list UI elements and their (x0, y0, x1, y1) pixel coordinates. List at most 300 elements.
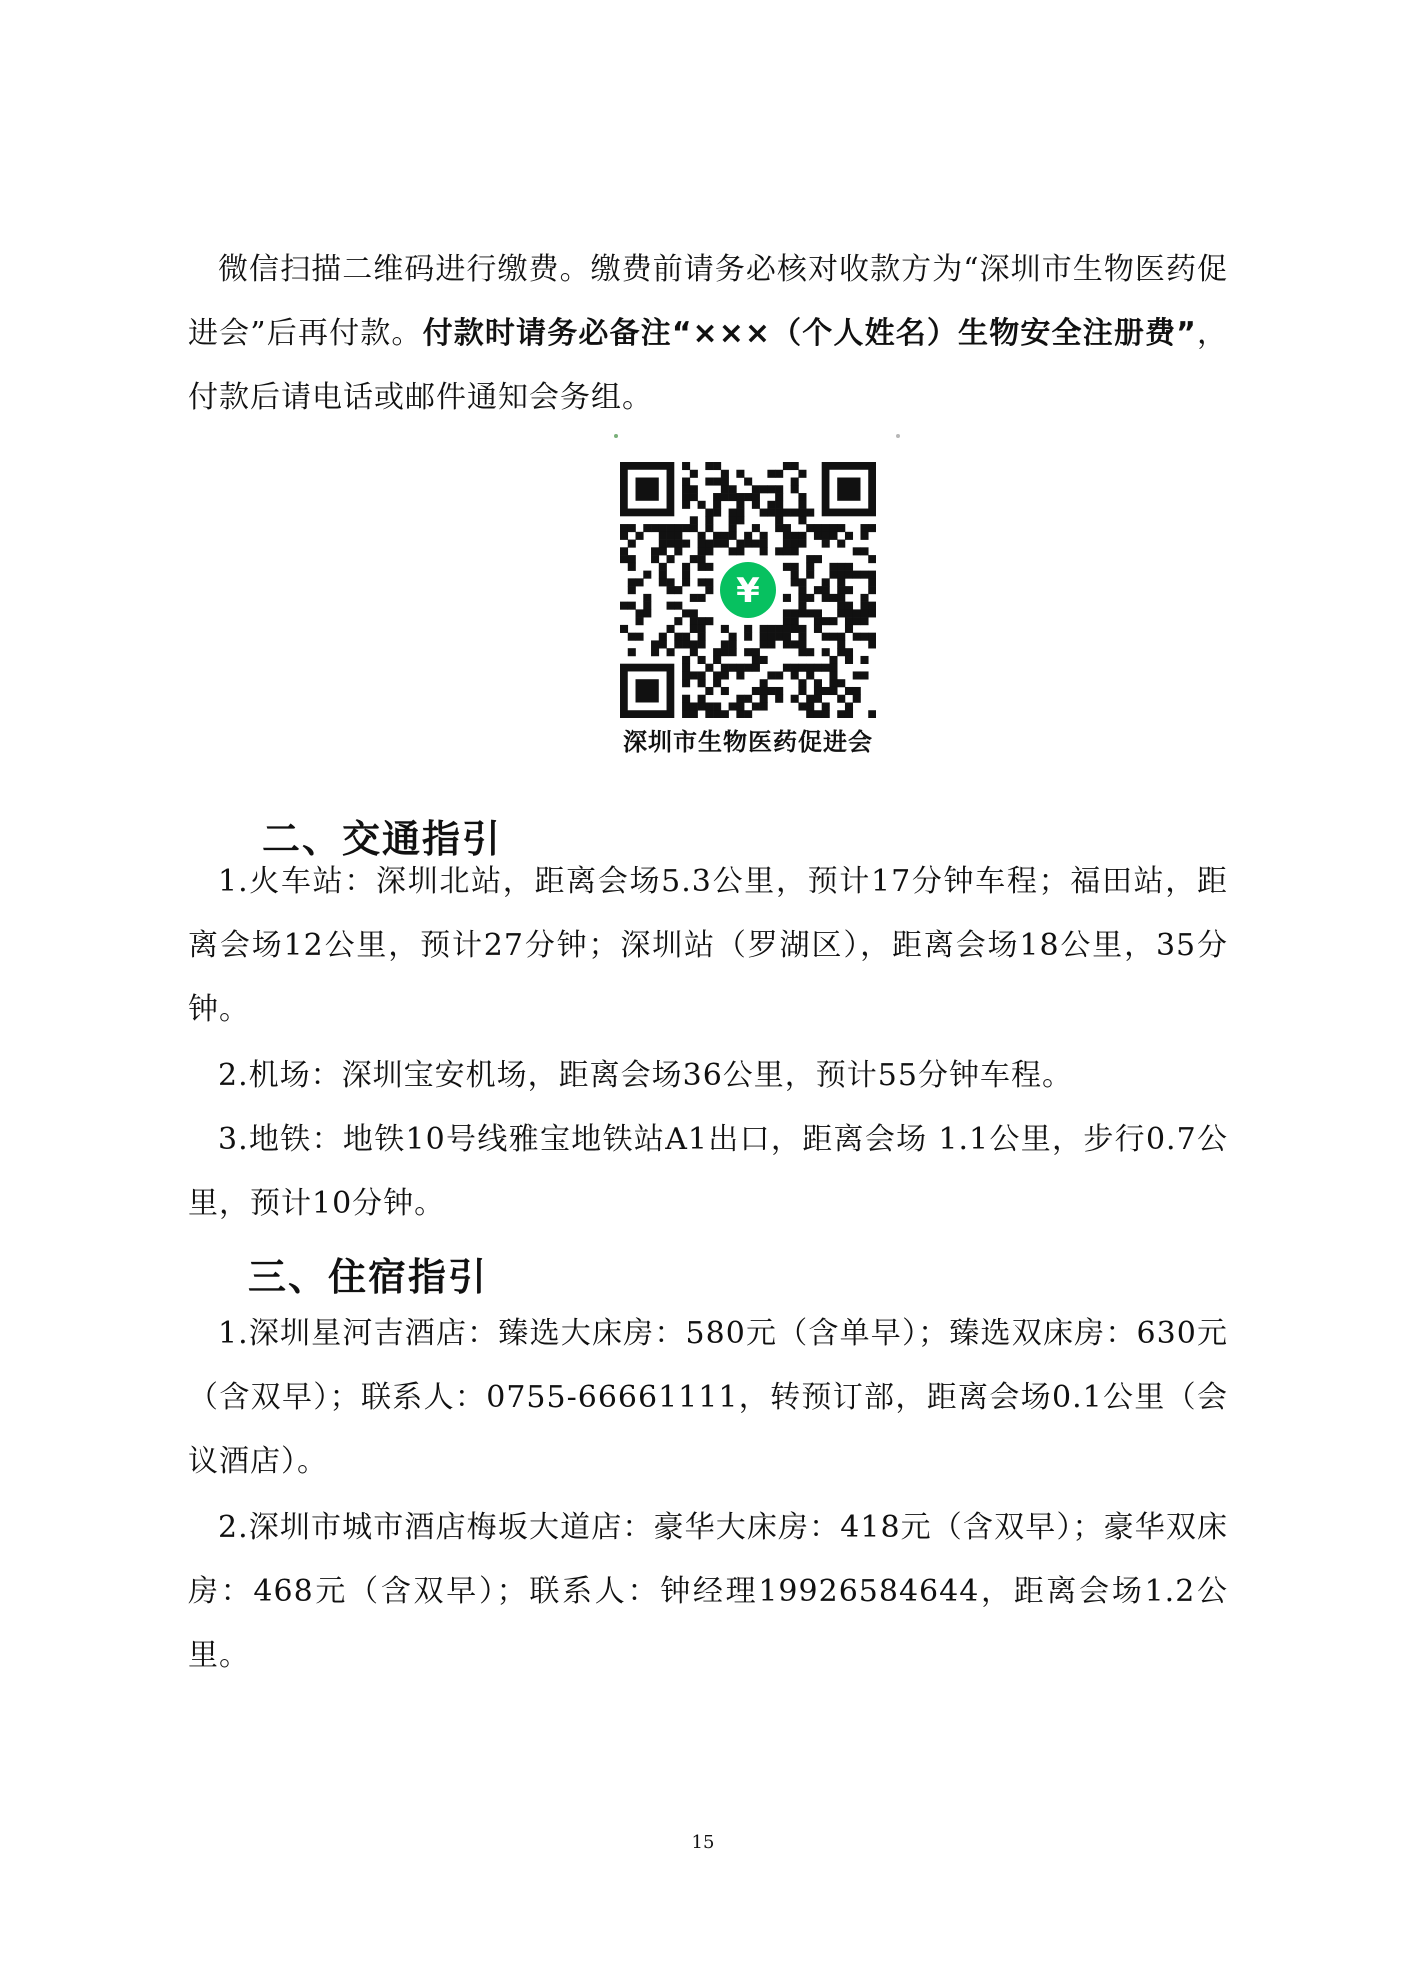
qr-module (682, 664, 690, 672)
qr-module (628, 648, 636, 656)
qr-module (783, 462, 791, 470)
qr-module (705, 516, 713, 524)
qr-module (798, 633, 806, 641)
qr-module (845, 602, 853, 610)
qr-module (860, 633, 868, 641)
qr-module (713, 648, 721, 656)
qr-finder-pattern (620, 664, 674, 718)
qr-module (674, 633, 682, 641)
qr-module (698, 702, 706, 710)
qr-module (775, 547, 783, 555)
qr-module (667, 524, 675, 532)
qr-module (705, 617, 713, 625)
qr-module (651, 555, 659, 563)
qr-module (829, 671, 837, 679)
qr-module (736, 671, 744, 679)
qr-module (690, 702, 698, 710)
qr-module (729, 524, 737, 532)
qr-module (829, 594, 837, 602)
qr-module (705, 547, 713, 555)
qr-module (767, 625, 775, 633)
qr-module (822, 664, 830, 672)
qr-module (775, 633, 783, 641)
qr-module (659, 547, 667, 555)
qr-module (783, 633, 791, 641)
qr-module (806, 571, 814, 579)
qr-module (814, 586, 822, 594)
qr-module (829, 563, 837, 571)
qr-module (837, 679, 845, 687)
qr-module (783, 609, 791, 617)
qr-module (760, 702, 768, 710)
qr-module (667, 586, 675, 594)
qr-module (829, 532, 837, 540)
qr-module (713, 501, 721, 509)
qr-module (798, 609, 806, 617)
qr-module (643, 594, 651, 602)
qr-module (860, 571, 868, 579)
qr-module (667, 648, 675, 656)
qr-module (659, 532, 667, 540)
qr-module (837, 563, 845, 571)
qr-module (690, 710, 698, 718)
qr-module (752, 656, 760, 664)
qr-module (729, 516, 737, 524)
qr-module (837, 633, 845, 641)
qr-module (806, 594, 814, 602)
qr-module (690, 648, 698, 656)
qr-module (798, 594, 806, 602)
qr-module (698, 625, 706, 633)
qr-module (667, 625, 675, 633)
scan-mark (614, 434, 618, 438)
payment-text-tail: ，付款后请电话或邮件通知会务组。 (188, 316, 1229, 415)
qr-module (705, 524, 713, 532)
payment-text: 微信扫描二维码进行缴费。缴费前请务必核对收款方为“深圳市生物医药促进会”后再付款。 (188, 252, 1228, 351)
qr-module (791, 540, 799, 548)
qr-module (822, 710, 830, 718)
qr-module (620, 524, 628, 532)
qr-module (783, 524, 791, 532)
qr-module (822, 524, 830, 532)
qr-module (814, 609, 822, 617)
qr-module (667, 540, 675, 548)
qr-module (698, 640, 706, 648)
qr-finder-pattern (620, 462, 674, 516)
qr-module (736, 664, 744, 672)
qr-module (845, 648, 853, 656)
qr-finder-pattern (822, 462, 876, 516)
qr-module (744, 664, 752, 672)
qr-module (829, 524, 837, 532)
qr-module (837, 540, 845, 548)
qr-module (628, 578, 636, 586)
qr-module (698, 671, 706, 679)
qr-module (814, 687, 822, 695)
qr-module (783, 532, 791, 540)
lodging-item: 2.深圳市城市酒店梅坂大道店：豪华大床房：418元（含双早）；豪华双床房：468元（含双早）；联系人：钟经理19926584644，距离会场1.2公里。 (188, 1510, 1228, 1673)
qr-module (853, 671, 861, 679)
qr-module (791, 547, 799, 555)
qr-module (729, 702, 737, 710)
qr-module (690, 555, 698, 563)
qr-module (698, 578, 706, 586)
qr-module (860, 617, 868, 625)
qr-module (822, 617, 830, 625)
qr-module (837, 710, 845, 718)
qr-module (775, 524, 783, 532)
transport-item: 2.机场：深圳宝安机场，距离会场36公里，预计55分钟车程。 (218, 1058, 1073, 1093)
qr-module (860, 532, 868, 540)
qr-module (798, 501, 806, 509)
qr-module (636, 578, 644, 586)
qr-module (690, 516, 698, 524)
qr-module (845, 702, 853, 710)
qr-module (744, 540, 752, 548)
qr-module (853, 687, 861, 695)
qr-module (829, 656, 837, 664)
qr-module (868, 578, 876, 586)
qr-module (760, 633, 768, 641)
qr-module (806, 563, 814, 571)
qr-module (721, 671, 729, 679)
transport-item: 3.地铁：地铁10号线雅宝地铁站A1出口，距离会场 1.1公里，步行0.7公里，预计10分钟。 (188, 1122, 1228, 1221)
qr-module (628, 555, 636, 563)
qr-module (767, 509, 775, 517)
qr-module (713, 679, 721, 687)
qr-module (791, 563, 799, 571)
qr-module (806, 664, 814, 672)
qr-module (682, 640, 690, 648)
lodging-item: 1.深圳星河吉酒店：臻选大床房：580元（含单早）；臻选双床房：630元（含双早）；联系人：0755-66661111，转预订部，距离会场0.1公里（会议酒店）。 (188, 1316, 1228, 1479)
qr-module (845, 563, 853, 571)
qr-module (628, 540, 636, 548)
qr-module (868, 609, 876, 617)
qr-module (798, 664, 806, 672)
qr-module (783, 540, 791, 548)
qr-module (860, 594, 868, 602)
yuan-icon (714, 556, 782, 624)
qr-module (674, 547, 682, 555)
qr-module (783, 640, 791, 648)
qr-module (620, 532, 628, 540)
qr-module (837, 695, 845, 703)
qr-module (721, 532, 729, 540)
qr-module (860, 609, 868, 617)
qr-module (682, 462, 690, 470)
qr-module (643, 609, 651, 617)
qr-module (651, 547, 659, 555)
qr-module (806, 555, 814, 563)
qr-module (659, 578, 667, 586)
qr-module (705, 540, 713, 548)
qr-module (620, 547, 628, 555)
qr-module (651, 524, 659, 532)
qr-module (837, 571, 845, 579)
qr-module (744, 478, 752, 486)
qr-module (829, 664, 837, 672)
qr-module (814, 555, 822, 563)
payment-qr-code (620, 462, 876, 718)
qr-module (736, 516, 744, 524)
qr-module (698, 563, 706, 571)
qr-module (659, 540, 667, 548)
qr-module (767, 687, 775, 695)
qr-module (690, 470, 698, 478)
qr-module (791, 578, 799, 586)
qr-module (837, 640, 845, 648)
qr-module (806, 695, 814, 703)
qr-module (721, 540, 729, 548)
qr-module (775, 470, 783, 478)
qr-module (798, 578, 806, 586)
qr-module (705, 563, 713, 571)
qr-module (845, 571, 853, 579)
qr-module (767, 640, 775, 648)
qr-module (682, 571, 690, 579)
qr-module (682, 563, 690, 571)
qr-module (798, 625, 806, 633)
qr-module (837, 602, 845, 610)
qr-module (643, 571, 651, 579)
qr-module (814, 524, 822, 532)
qr-module (682, 493, 690, 501)
qr-module (690, 493, 698, 501)
qr-module (705, 586, 713, 594)
qr-module (636, 532, 644, 540)
qr-module (853, 695, 861, 703)
qr-module (744, 625, 752, 633)
qr-module (744, 493, 752, 501)
qr-module (775, 695, 783, 703)
qr-module (721, 664, 729, 672)
qr-module (690, 671, 698, 679)
qr-module (651, 648, 659, 656)
qr-module (814, 710, 822, 718)
qr-module (705, 578, 713, 586)
qr-module (760, 656, 768, 664)
qr-module (721, 687, 729, 695)
qr-module (798, 509, 806, 517)
qr-module (798, 586, 806, 594)
qr-module (721, 648, 729, 656)
qr-module (682, 524, 690, 532)
qr-module (682, 478, 690, 486)
qr-module (798, 516, 806, 524)
qr-module (767, 470, 775, 478)
qr-module (729, 648, 737, 656)
qr-module (791, 509, 799, 517)
qr-module (783, 664, 791, 672)
qr-module (713, 710, 721, 718)
qr-module (775, 501, 783, 509)
qr-module (721, 625, 729, 633)
qr-module (698, 532, 706, 540)
qr-module (822, 578, 830, 586)
qr-module (682, 710, 690, 718)
qr-module (682, 656, 690, 664)
qr-module (752, 540, 760, 548)
qr-module (822, 540, 830, 548)
qr-module (775, 625, 783, 633)
qr-module (798, 470, 806, 478)
qr-module (628, 524, 636, 532)
qr-module (791, 478, 799, 486)
qr-module (721, 640, 729, 648)
qr-module (760, 640, 768, 648)
qr-module (822, 648, 830, 656)
qr-module (814, 679, 822, 687)
qr-module (736, 501, 744, 509)
qr-module (775, 493, 783, 501)
qr-module (736, 710, 744, 718)
qr-module (829, 571, 837, 579)
qr-module (713, 509, 721, 517)
qr-module (698, 501, 706, 509)
qr-module (860, 524, 868, 532)
qr-module (760, 679, 768, 687)
qr-module (682, 633, 690, 641)
qr-code-image (620, 462, 876, 718)
qr-module (853, 609, 861, 617)
qr-module (868, 633, 876, 641)
qr-module (729, 633, 737, 641)
transport-heading: 二、交通指引 (262, 817, 503, 861)
qr-module (636, 617, 644, 625)
qr-module (667, 555, 675, 563)
qr-module (705, 509, 713, 517)
qr-module (674, 524, 682, 532)
qr-module (798, 540, 806, 548)
qr-module (767, 633, 775, 641)
qr-module (860, 602, 868, 610)
qr-module (837, 648, 845, 656)
qr-module (868, 640, 876, 648)
qr-module (736, 695, 744, 703)
qr-module (736, 509, 744, 517)
qr-module (690, 640, 698, 648)
svg-text:¥: ¥ (736, 571, 760, 611)
qr-module (736, 540, 744, 548)
qr-module (814, 695, 822, 703)
qr-module (729, 532, 737, 540)
qr-module (729, 640, 737, 648)
qr-module (845, 586, 853, 594)
qr-module (837, 609, 845, 617)
qr-module (690, 594, 698, 602)
qr-module (760, 695, 768, 703)
qr-module (845, 625, 853, 633)
qr-module (791, 609, 799, 617)
qr-module (659, 563, 667, 571)
qr-module (698, 695, 706, 703)
qr-module (806, 710, 814, 718)
qr-module (744, 532, 752, 540)
qr-module (868, 710, 876, 718)
qr-module (667, 578, 675, 586)
qr-module (837, 594, 845, 602)
lodging-heading: 三、住宿指引 (248, 1255, 489, 1299)
qr-module (705, 710, 713, 718)
qr-module (744, 648, 752, 656)
qr-module (806, 524, 814, 532)
qr-module (682, 485, 690, 493)
qr-module (853, 571, 861, 579)
qr-module (643, 602, 651, 610)
qr-module (682, 679, 690, 687)
qr-module (806, 648, 814, 656)
qr-module (729, 493, 737, 501)
qr-module (713, 478, 721, 486)
qr-module (822, 594, 830, 602)
qr-module (682, 695, 690, 703)
qr-module (744, 695, 752, 703)
qr-module (636, 633, 644, 641)
qr-module (628, 633, 636, 641)
qr-module (806, 609, 814, 617)
qr-module (791, 462, 799, 470)
qr-module (783, 509, 791, 517)
qr-module (620, 555, 628, 563)
qr-module (744, 710, 752, 718)
qr-module (760, 625, 768, 633)
qr-module (760, 687, 768, 695)
qr-module (868, 571, 876, 579)
qr-module (837, 578, 845, 586)
qr-module (783, 563, 791, 571)
qr-module (713, 532, 721, 540)
qr-module (791, 571, 799, 579)
qr-module (791, 664, 799, 672)
qr-module (822, 687, 830, 695)
qr-module (814, 617, 822, 625)
qr-module (853, 547, 861, 555)
qr-module (752, 493, 760, 501)
qr-module (760, 540, 768, 548)
qr-module (690, 485, 698, 493)
qr-module (845, 710, 853, 718)
qr-module (853, 633, 861, 641)
qr-module (682, 609, 690, 617)
qr-module (775, 516, 783, 524)
qr-module (829, 633, 837, 641)
qr-module (628, 586, 636, 594)
qr-module (659, 524, 667, 532)
qr-module (659, 633, 667, 641)
payment-note-bold: 付款时请务必备注“×××（个人姓名）生物安全注册费” (422, 316, 1197, 351)
qr-module (705, 702, 713, 710)
qr-module (736, 493, 744, 501)
qr-module (760, 547, 768, 555)
qr-module (822, 586, 830, 594)
qr-module (822, 532, 830, 540)
qr-module (829, 687, 837, 695)
payment-instructions (188, 238, 1228, 430)
qr-module (791, 532, 799, 540)
qr-module (736, 470, 744, 478)
qr-module (798, 532, 806, 540)
qr-module (752, 664, 760, 672)
qr-module (752, 524, 760, 532)
qr-module (698, 656, 706, 664)
qr-module (783, 594, 791, 602)
qr-module (674, 602, 682, 610)
qr-module (682, 671, 690, 679)
qr-module (698, 540, 706, 548)
qr-module (868, 524, 876, 532)
qr-module (651, 640, 659, 648)
qr-module (868, 555, 876, 563)
